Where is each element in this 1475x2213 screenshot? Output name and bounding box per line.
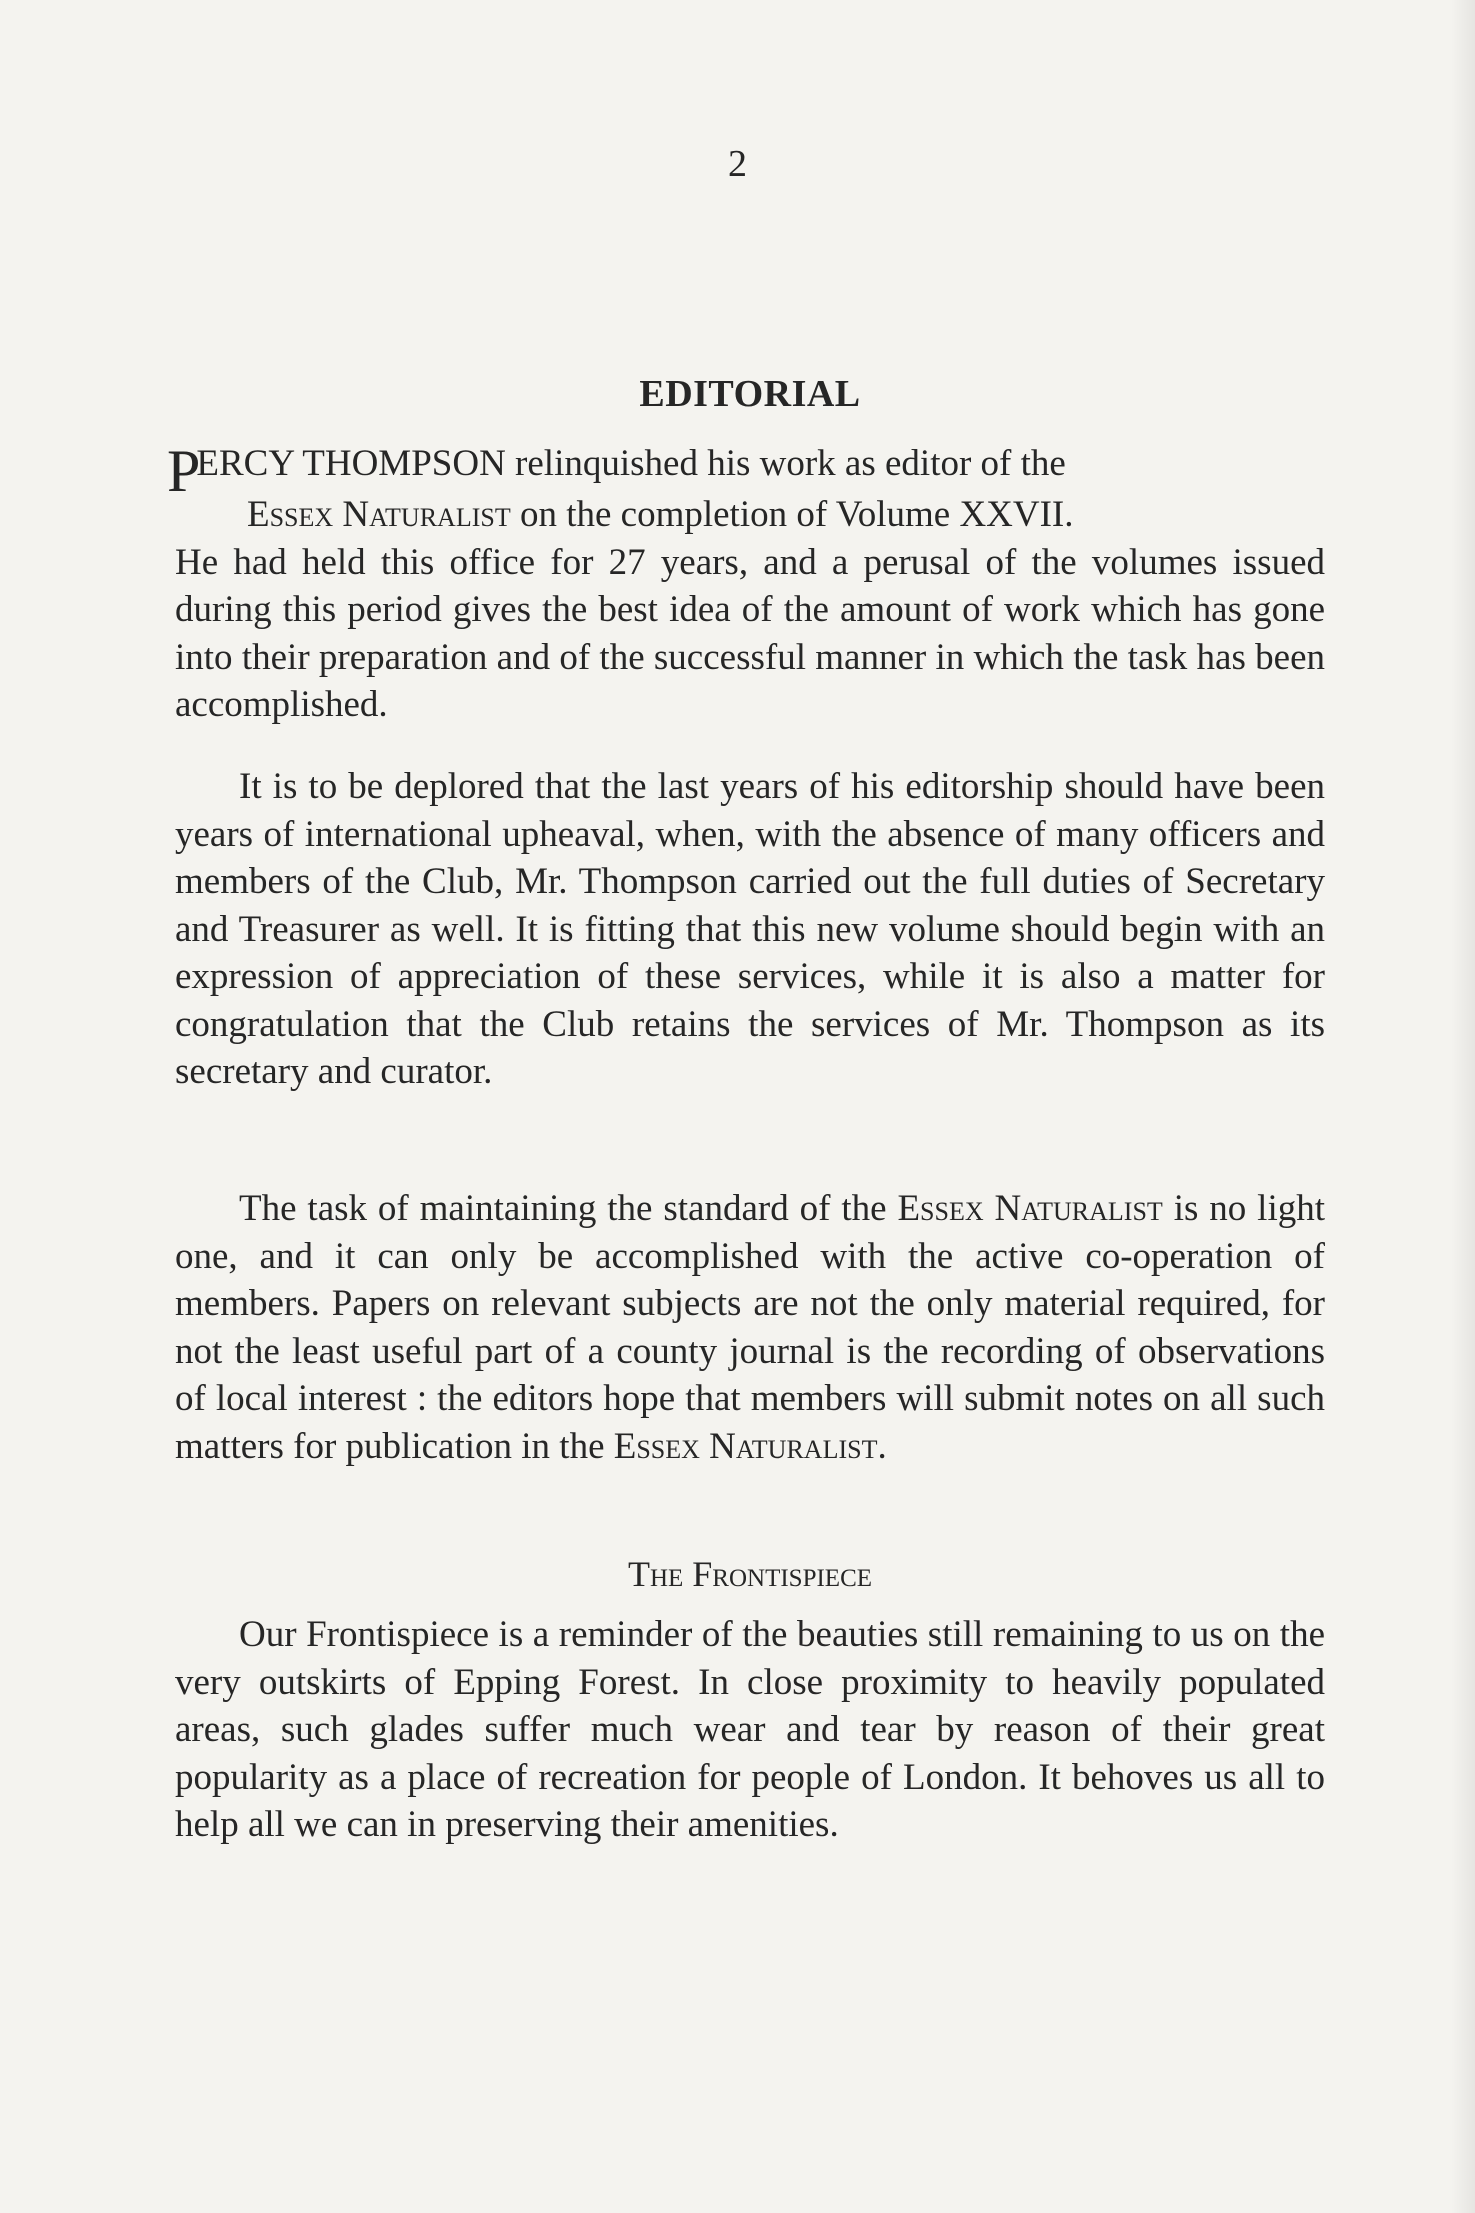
journal-name: Essex Naturalist xyxy=(897,1188,1163,1229)
paragraph-1-rest: He had held this office for 27 years, and a perusal of the volumes issued during this period gives the best idea of the amount of work which has gone into their preparation and of the successful manner in which the task has been accomplished. xyxy=(175,541,1325,725)
page-number: 2 xyxy=(728,143,747,185)
frontispiece-paragraph: Our Frontispiece is a reminder of the beauties still remaining to us on the very outskirts of Epping Forest. In close proximity to heavily populated areas, such glades suffer much wear and tear by reason of their great popularity as a place of recreation for people of London. It behoves us all to help all we can in preserving their amenities. xyxy=(175,1614,1325,1845)
p3-middle: is no light one, and it can only be accomplished with the active co-operation of members. Papers on relevant subjects are not the only material required, for not the least useful part of a county journal is the recording of observations of local interest : the editors hope that members will submit notes on all such matters for publication in the xyxy=(175,1188,1326,1467)
second-line-text: on the completion of Volume XXVII. xyxy=(510,494,1074,535)
page-title: EDITORIAL xyxy=(639,373,861,415)
journal-name: Essex Naturalist xyxy=(613,1425,878,1467)
second-line xyxy=(175,491,1325,539)
first-line-text: ERCY THOMPSON relinquished his work as editor of the xyxy=(196,443,1066,484)
editorial-paragraph-2: It is to be deplored that the last years of his editorship should have been years of international upheaval, when, with the absence of many officers and members of the Club, Mr. Thompson carried out the full duties of Secretary and Treasurer as well. It is fitting that this new volume should begin with an expression of appreciation of these services, while it is also a matter for congratulation that the Club retains the services of Mr. Thompson as its secretary and curator. xyxy=(175,766,1325,1092)
first-line xyxy=(167,438,1325,504)
drop-cap: P xyxy=(167,438,201,504)
page-edge-shadow xyxy=(1451,0,1475,2213)
editorial-paragraph-1 xyxy=(167,438,1325,729)
editorial-paragraph-3 xyxy=(175,1185,1325,1470)
p3-start: The task of maintaining the standard of the xyxy=(239,1188,898,1229)
journal-name: Essex Naturalist xyxy=(247,494,511,535)
section-heading: The Frontispiece xyxy=(627,1554,873,1594)
p3-end: . xyxy=(877,1425,887,1467)
